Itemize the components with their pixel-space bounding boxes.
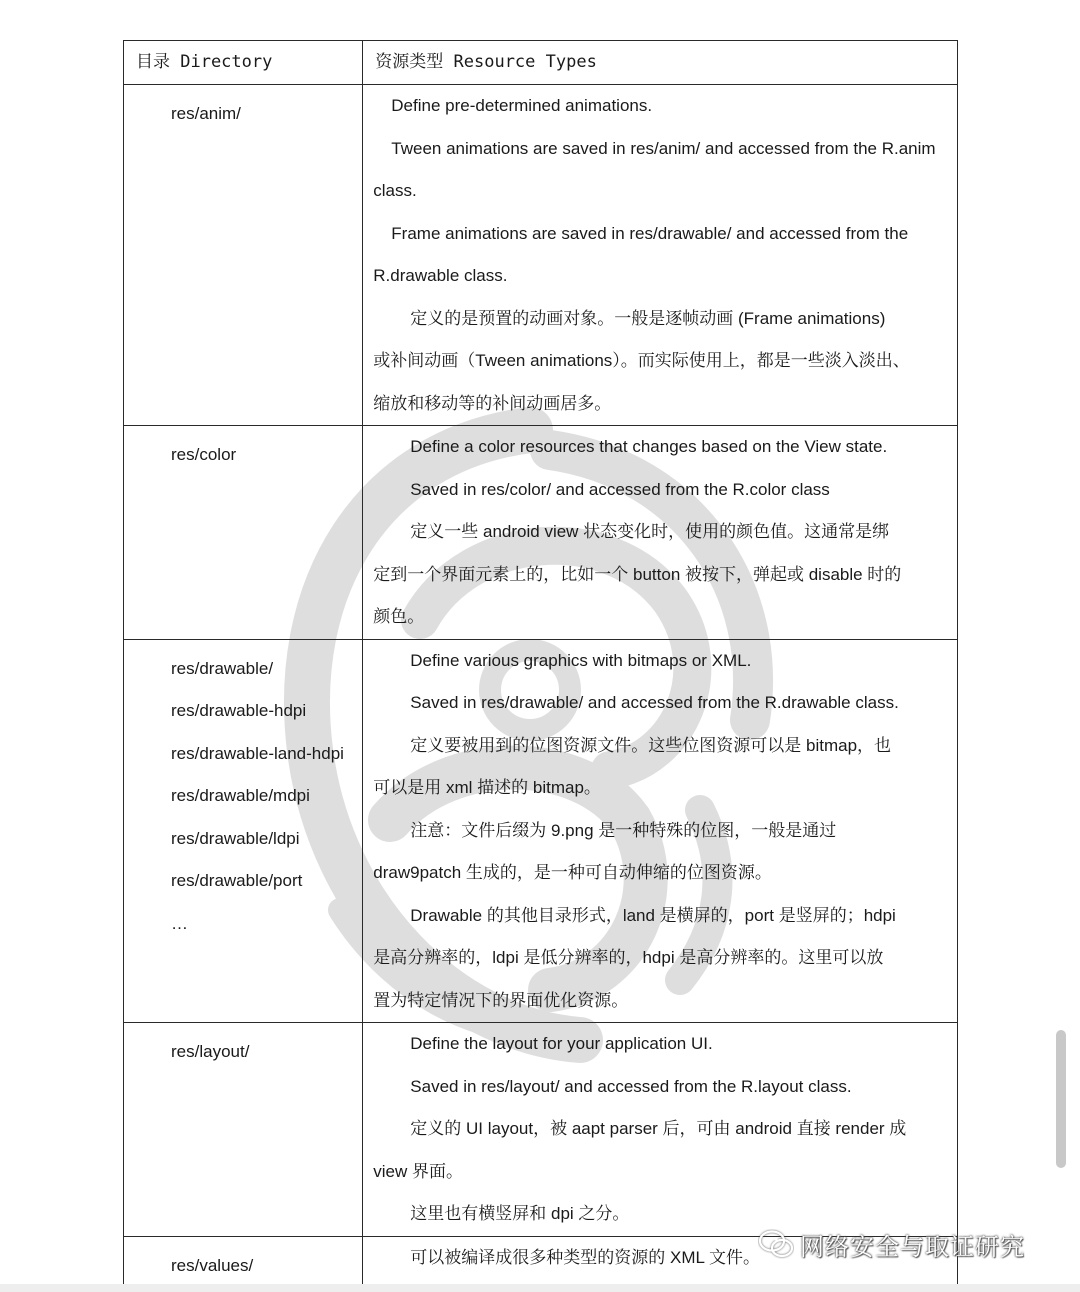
wechat-account-watermark bbox=[758, 1226, 1025, 1262]
description-line: Drawable 的其他目录形式，land 是横屏的，port 是竖屏的；hdpi bbox=[410, 905, 896, 925]
description-line: 定义要被用到的位图资源文件。这些位图资源可以是 bitmap，也 bbox=[410, 735, 892, 755]
directory-cell bbox=[124, 639, 363, 1023]
description-line: 置为特定情况下的界面优化资源。 bbox=[373, 990, 629, 1010]
table-row bbox=[124, 426, 958, 640]
directory-path: res/anim/ bbox=[171, 104, 241, 123]
description-line: Saved in res/layout/ and accessed from the R.layout class. bbox=[410, 1076, 852, 1096]
table-body bbox=[124, 85, 958, 1288]
wechat-icon bbox=[758, 1229, 794, 1259]
directory-path: res/drawable/ bbox=[171, 658, 274, 678]
vertical-scrollbar[interactable] bbox=[1056, 1030, 1066, 1168]
description-line: 缩放和移动等的补间动画居多。 bbox=[373, 393, 612, 413]
description-line: 这里也有横竖屏和 dpi 之分。 bbox=[410, 1204, 630, 1223]
description-line: 是高分辨率的，ldpi 是低分辨率的，hdpi 是高分辨率的。这里可以放 bbox=[373, 948, 884, 967]
table-row bbox=[124, 1023, 958, 1237]
directory-path: res/drawable-land-hdpi bbox=[171, 743, 344, 763]
description-line: Define pre-determined animations. bbox=[391, 96, 653, 115]
description-line: R.drawable class. bbox=[373, 266, 508, 285]
description-line: 定义一些 android view 状态变化时，使用的颜色值。这通常是绑 bbox=[410, 522, 890, 541]
directory-path: res/color bbox=[171, 445, 237, 464]
description-line: 或补间动画（Tween animations）。而实际使用上，都是一些淡入淡出、 bbox=[373, 351, 910, 370]
description-line: 定义的是预置的动画对象。一般是逐帧动画 (Frame animations) bbox=[410, 308, 886, 328]
header-directory: 目录 Directory bbox=[124, 41, 363, 85]
directory-cell bbox=[124, 1236, 363, 1288]
description-line: Define the layout for your application UI. bbox=[410, 1034, 713, 1053]
table-header-row bbox=[124, 41, 958, 85]
directory-cell bbox=[124, 1023, 363, 1237]
directory-cell bbox=[124, 85, 363, 426]
resource-description-cell bbox=[363, 639, 958, 1023]
page-bottom-strip bbox=[0, 1284, 1080, 1292]
table-row bbox=[124, 85, 958, 426]
description-line: Tween animations are saved in res/anim/ and accessed from the R.anim bbox=[391, 138, 936, 158]
description-line: Define a color resources that changes based on the View state. bbox=[410, 437, 888, 456]
resource-directory-table bbox=[123, 40, 958, 1288]
directory-path: … bbox=[171, 913, 188, 933]
directory-path: res/drawable-hdpi bbox=[171, 701, 307, 720]
description-line: view 界面。 bbox=[373, 1161, 464, 1181]
wechat-account-name: 网络安全与取证研究 bbox=[800, 1233, 1025, 1261]
directory-path: res/values/ bbox=[171, 1255, 254, 1275]
directory-path: res/drawable/port bbox=[171, 871, 303, 890]
resource-description-cell bbox=[363, 426, 958, 640]
directory-path: res/drawable/ldpi bbox=[171, 828, 300, 848]
directory-path: res/layout/ bbox=[171, 1042, 250, 1061]
description-line: class. bbox=[373, 181, 417, 200]
table-row bbox=[124, 639, 958, 1023]
description-line: 定到一个界面元素上的，比如一个 button 被按下，弹起或 disable 时的 bbox=[373, 564, 902, 584]
description-line: 可以是用 xml 描述的 bitmap。 bbox=[373, 778, 601, 797]
resource-description-cell bbox=[363, 1023, 958, 1237]
resource-description-cell bbox=[363, 85, 958, 426]
description-line: Define various graphics with bitmaps or XML. bbox=[410, 650, 752, 670]
header-resource-types: 资源类型 Resource Types bbox=[363, 41, 958, 85]
description-line: 注意：文件后缀为 9.png 是一种特殊的位图，一般是通过 bbox=[410, 820, 837, 840]
description-line: 可以被编译成很多种类型的资源的 XML 文件。 bbox=[410, 1247, 761, 1267]
directory-path: res/drawable/mdpi bbox=[171, 786, 310, 805]
description-line: draw9patch 生成的，是一种可自动伸缩的位图资源。 bbox=[373, 863, 772, 882]
description-line: Frame animations are saved in res/drawable/ and accessed from the bbox=[391, 223, 909, 243]
description-line: 定义的 UI layout，被 aapt parser 后，可由 android 直接 render 成 bbox=[410, 1119, 907, 1138]
description-line: Saved in res/color/ and accessed from the R.color class bbox=[410, 479, 830, 499]
description-line: Saved in res/drawable/ and accessed from the R.drawable class. bbox=[410, 693, 899, 712]
directory-cell bbox=[124, 426, 363, 640]
description-line: 颜色。 bbox=[373, 607, 425, 626]
